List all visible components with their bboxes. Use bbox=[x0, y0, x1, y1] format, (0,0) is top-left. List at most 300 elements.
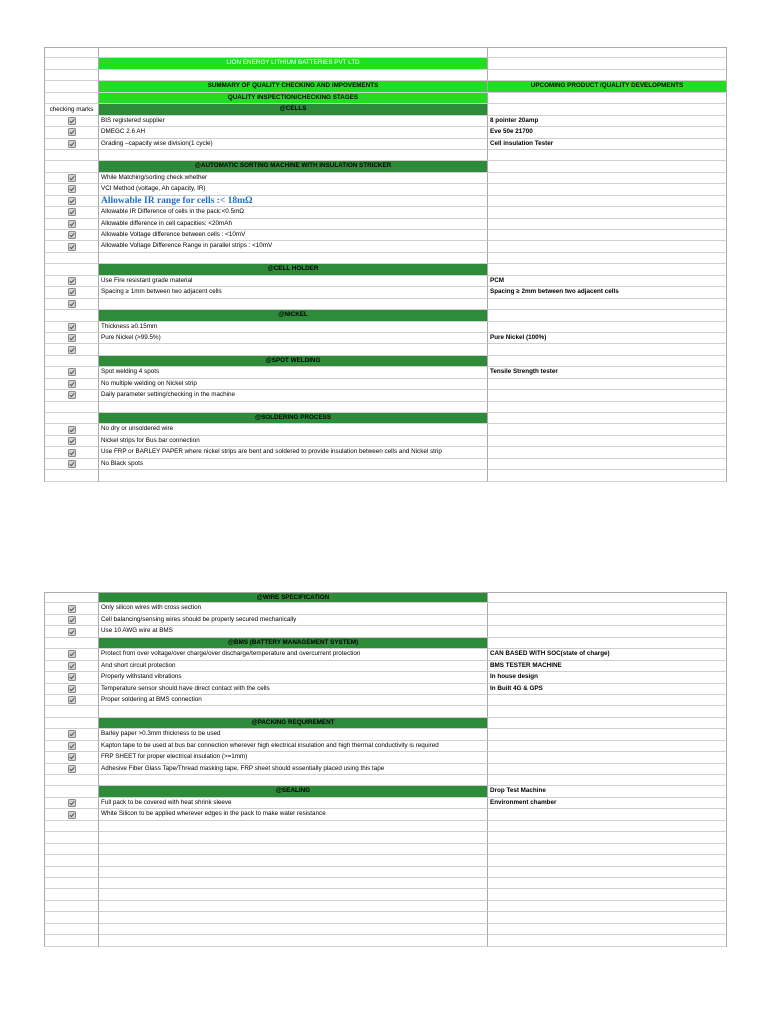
development-text: Spacing ≥ 2mm between two adjacent cells bbox=[490, 288, 619, 296]
sheet-row bbox=[0, 470, 768, 481]
description-cell bbox=[98, 230, 487, 241]
sheet-row bbox=[0, 241, 768, 252]
sheet-row bbox=[0, 786, 768, 797]
checkmark-icon bbox=[68, 323, 76, 331]
development-text: In house design bbox=[490, 673, 538, 681]
development-cell bbox=[487, 844, 727, 855]
development-text: In Built 4G & GPS bbox=[490, 684, 543, 692]
development-cell bbox=[487, 322, 727, 333]
description-cell bbox=[98, 855, 487, 866]
sheet-row bbox=[0, 402, 768, 413]
description-cell bbox=[98, 447, 487, 458]
check-text: @NICKEL bbox=[278, 311, 308, 319]
check-text: Use 10 AWG wire at BMS bbox=[101, 627, 173, 635]
development-cell bbox=[487, 592, 727, 603]
row-margin bbox=[0, 139, 44, 150]
description-cell bbox=[98, 127, 487, 138]
sheet-row bbox=[0, 447, 768, 458]
description-cell bbox=[98, 626, 487, 637]
check-cell[interactable] bbox=[44, 322, 98, 333]
sheet-row bbox=[0, 935, 768, 946]
development-cell bbox=[487, 603, 727, 614]
sheet-row bbox=[0, 626, 768, 637]
sheet-row bbox=[0, 379, 768, 390]
check-cell bbox=[44, 310, 98, 321]
section-heading bbox=[98, 638, 487, 649]
development-cell bbox=[487, 436, 727, 447]
development-cell bbox=[487, 207, 727, 218]
checkmark-icon bbox=[68, 220, 76, 228]
sheet-row bbox=[0, 844, 768, 855]
row-margin bbox=[0, 379, 44, 390]
row-margin bbox=[0, 344, 44, 355]
check-text: @SOLDERING PROCESS bbox=[254, 414, 332, 421]
check-text: @WIRE SPECIFICATION bbox=[256, 594, 330, 601]
development-cell bbox=[487, 786, 727, 797]
development-cell bbox=[487, 139, 727, 150]
checkmark-icon bbox=[68, 140, 76, 148]
check-cell[interactable] bbox=[44, 729, 98, 740]
development-cell bbox=[487, 424, 727, 435]
development-cell bbox=[487, 219, 727, 230]
row-margin bbox=[0, 402, 44, 413]
description-cell bbox=[98, 184, 487, 195]
sheet-row bbox=[0, 695, 768, 706]
row-margin bbox=[0, 161, 44, 172]
check-cell bbox=[44, 889, 98, 900]
row-margin bbox=[0, 219, 44, 230]
sheet-row bbox=[0, 924, 768, 935]
row-margin bbox=[0, 173, 44, 184]
checkmark-icon bbox=[68, 696, 76, 704]
development-cell bbox=[487, 809, 727, 820]
development-cell bbox=[487, 638, 727, 649]
sheet-row bbox=[0, 150, 768, 161]
development-text: Cell insulation Tester bbox=[490, 139, 554, 147]
check-cell[interactable] bbox=[44, 116, 98, 127]
row-margin bbox=[0, 207, 44, 218]
row-margin bbox=[0, 615, 44, 626]
check-cell[interactable] bbox=[44, 299, 98, 310]
check-cell[interactable] bbox=[44, 695, 98, 706]
development-cell bbox=[487, 672, 727, 683]
row-margin bbox=[0, 367, 44, 378]
description-cell bbox=[98, 322, 487, 333]
row-margin bbox=[0, 70, 44, 81]
check-cell[interactable] bbox=[44, 287, 98, 298]
row-margin bbox=[0, 104, 44, 115]
sheet-row bbox=[0, 661, 768, 672]
development-cell bbox=[487, 912, 727, 923]
summary-heading bbox=[98, 81, 487, 92]
check-cell[interactable] bbox=[44, 367, 98, 378]
summary-heading bbox=[98, 93, 487, 104]
check-cell[interactable] bbox=[44, 809, 98, 820]
development-text: Eve 50e 21700 bbox=[490, 128, 533, 136]
development-cell bbox=[487, 230, 727, 241]
description-cell bbox=[98, 661, 487, 672]
description-cell bbox=[98, 695, 487, 706]
development-text: Drop Test Machine bbox=[490, 787, 546, 795]
row-margin bbox=[0, 775, 44, 786]
description-cell bbox=[98, 844, 487, 855]
checkmark-icon bbox=[68, 300, 76, 308]
sheet-row bbox=[0, 276, 768, 287]
check-cell[interactable] bbox=[44, 752, 98, 763]
description-cell bbox=[98, 379, 487, 390]
description-cell bbox=[98, 924, 487, 935]
checkmark-icon bbox=[68, 685, 76, 693]
check-cell bbox=[44, 253, 98, 264]
sheet-row bbox=[0, 878, 768, 889]
check-cell[interactable] bbox=[44, 764, 98, 775]
development-cell bbox=[487, 116, 727, 127]
row-margin bbox=[0, 661, 44, 672]
sheet-row bbox=[0, 93, 768, 104]
check-cell bbox=[44, 786, 98, 797]
sheet-row bbox=[0, 161, 768, 172]
check-text: Adhesive Fiber Glass Tape/Thread masking tape, FRP sheet should essentially placed using this tape bbox=[101, 764, 385, 772]
check-cell bbox=[44, 821, 98, 832]
check-text: @BMS (BATTERY MANAGEMENT SYSTEM) bbox=[227, 638, 359, 646]
sheet-row bbox=[0, 798, 768, 809]
highlight-text: Allowable IR range for cells :< 18mΩ bbox=[101, 195, 253, 206]
checkmark-icon bbox=[68, 288, 76, 296]
checking-marks-label: checking marks bbox=[49, 105, 94, 113]
sheet-row bbox=[0, 70, 768, 81]
check-cell[interactable] bbox=[44, 173, 98, 184]
check-cell[interactable] bbox=[44, 459, 98, 470]
check-cell[interactable] bbox=[44, 626, 98, 637]
row-margin bbox=[0, 684, 44, 695]
development-cell bbox=[487, 706, 727, 717]
check-cell bbox=[44, 402, 98, 413]
row-margin bbox=[0, 116, 44, 127]
development-cell bbox=[487, 470, 727, 481]
row-margin bbox=[0, 786, 44, 797]
check-cell[interactable] bbox=[44, 661, 98, 672]
development-cell bbox=[487, 402, 727, 413]
sheet-row bbox=[0, 775, 768, 786]
description-cell bbox=[98, 219, 487, 230]
check-text: @AUTOMATIC SORTING MACHINE WITH INSULATION STRICKER bbox=[194, 162, 392, 170]
checkmark-icon bbox=[68, 616, 76, 624]
check-cell[interactable] bbox=[44, 207, 98, 218]
check-text: No multiple welding on Nickel strip bbox=[101, 379, 197, 387]
development-cell bbox=[487, 413, 727, 424]
row-margin bbox=[0, 867, 44, 878]
row-margin bbox=[0, 592, 44, 603]
check-cell[interactable] bbox=[44, 127, 98, 138]
sheet-row bbox=[0, 912, 768, 923]
highlight-check bbox=[98, 196, 487, 207]
check-cell[interactable] bbox=[44, 798, 98, 809]
check-text: Protect from over voltage/over charge/over discharge/temperature and overcurrent protection bbox=[101, 650, 361, 658]
sheet-row bbox=[0, 390, 768, 401]
checkmark-icon bbox=[68, 243, 76, 251]
check-text: Allowable Voltage difference between cells : <10mV bbox=[101, 231, 246, 238]
check-text: @SEALING bbox=[275, 787, 311, 795]
description-cell bbox=[98, 459, 487, 470]
row-margin bbox=[0, 649, 44, 660]
description-cell bbox=[98, 798, 487, 809]
check-cell bbox=[44, 775, 98, 786]
description-cell bbox=[98, 241, 487, 252]
check-cell[interactable] bbox=[44, 684, 98, 695]
development-text: PCM bbox=[490, 276, 504, 284]
development-cell bbox=[487, 310, 727, 321]
description-cell bbox=[98, 253, 487, 264]
check-cell[interactable] bbox=[44, 615, 98, 626]
check-cell[interactable] bbox=[44, 276, 98, 287]
row-margin bbox=[0, 809, 44, 820]
row-margin bbox=[0, 184, 44, 195]
check-cell bbox=[44, 924, 98, 935]
checkmark-icon bbox=[68, 673, 76, 681]
row-margin bbox=[0, 333, 44, 344]
description-cell bbox=[98, 344, 487, 355]
check-cell[interactable] bbox=[44, 230, 98, 241]
check-cell[interactable] bbox=[44, 436, 98, 447]
development-cell bbox=[487, 447, 727, 458]
sheet-row bbox=[0, 219, 768, 230]
checkmark-icon bbox=[68, 811, 76, 819]
check-text: Use Fire resistant grade material bbox=[101, 276, 193, 284]
check-cell[interactable] bbox=[44, 649, 98, 660]
development-text: UPCOMING PRODUCT /QUALITY DEVELOPMENTS bbox=[530, 82, 684, 90]
sheet-row bbox=[0, 821, 768, 832]
check-cell[interactable] bbox=[44, 603, 98, 614]
development-text: Pure Nickel (100%) bbox=[490, 333, 547, 341]
checkmark-icon bbox=[68, 231, 76, 239]
checkmark-icon bbox=[68, 197, 76, 205]
development-cell bbox=[487, 150, 727, 161]
sheet-row bbox=[0, 196, 768, 207]
row-margin bbox=[0, 459, 44, 470]
sheet-row bbox=[0, 638, 768, 649]
row-margin bbox=[0, 672, 44, 683]
row-margin bbox=[0, 436, 44, 447]
sheet-row bbox=[0, 207, 768, 218]
description-cell bbox=[98, 390, 487, 401]
description-cell bbox=[98, 821, 487, 832]
description-cell bbox=[98, 333, 487, 344]
sheet-row bbox=[0, 333, 768, 344]
description-cell bbox=[98, 775, 487, 786]
check-cell[interactable] bbox=[44, 184, 98, 195]
development-cell bbox=[487, 241, 727, 252]
row-margin bbox=[0, 901, 44, 912]
sheet-row bbox=[0, 459, 768, 470]
row-margin bbox=[0, 58, 44, 69]
row-margin bbox=[0, 626, 44, 637]
check-cell[interactable] bbox=[44, 139, 98, 150]
check-text: Temperature sensor should have direct contact with the cells bbox=[101, 684, 270, 692]
section-heading bbox=[98, 104, 487, 115]
check-cell bbox=[44, 413, 98, 424]
sheet-row bbox=[0, 184, 768, 195]
check-text: BIS registered supplier bbox=[101, 116, 165, 124]
check-text: Spot welding 4 spots bbox=[101, 368, 160, 376]
checkmark-icon bbox=[68, 628, 76, 636]
description-cell bbox=[98, 649, 487, 660]
row-margin bbox=[0, 196, 44, 207]
check-text: LION ENERGY LITHIUM BATTERIES PVT LTD bbox=[226, 59, 360, 67]
sheet-row bbox=[0, 413, 768, 424]
development-cell bbox=[487, 379, 727, 390]
row-margin bbox=[0, 356, 44, 367]
row-margin bbox=[0, 752, 44, 763]
row-margin bbox=[0, 150, 44, 161]
sheet-row bbox=[0, 809, 768, 820]
checkmark-icon bbox=[68, 426, 76, 434]
check-cell[interactable] bbox=[44, 379, 98, 390]
development-cell bbox=[487, 459, 727, 470]
development-cell bbox=[487, 626, 727, 637]
check-text: Barley paper >0.3mm thickness to be used bbox=[101, 730, 221, 738]
checkmark-icon bbox=[68, 185, 76, 193]
sheet-row bbox=[0, 764, 768, 775]
description-cell bbox=[98, 603, 487, 614]
development-cell bbox=[487, 729, 727, 740]
check-cell[interactable] bbox=[44, 447, 98, 458]
description-cell bbox=[98, 901, 487, 912]
checkmark-icon bbox=[68, 605, 76, 613]
sheet-row bbox=[0, 706, 768, 717]
section-heading bbox=[98, 356, 487, 367]
check-cell[interactable] bbox=[44, 219, 98, 230]
development-cell bbox=[487, 764, 727, 775]
development-text: Tensile Strength tester bbox=[490, 368, 558, 376]
section-heading bbox=[98, 786, 487, 797]
row-margin bbox=[0, 603, 44, 614]
development-cell bbox=[487, 878, 727, 889]
sheet-row bbox=[0, 116, 768, 127]
description-cell bbox=[98, 207, 487, 218]
description-cell bbox=[98, 299, 487, 310]
check-text: Allowable Voltage Difference Range in parallel strips : <10mV bbox=[101, 242, 273, 250]
row-margin bbox=[0, 878, 44, 889]
row-margin bbox=[0, 798, 44, 809]
developments-heading bbox=[487, 81, 727, 92]
check-cell[interactable] bbox=[44, 333, 98, 344]
row-margin bbox=[0, 470, 44, 481]
check-cell bbox=[44, 161, 98, 172]
check-text: VCI Method (voltage, Ah capacity, IR) bbox=[101, 185, 206, 193]
sheet-row bbox=[0, 424, 768, 435]
row-margin bbox=[0, 447, 44, 458]
sheet-row bbox=[0, 264, 768, 275]
description-cell bbox=[98, 889, 487, 900]
description-cell bbox=[98, 764, 487, 775]
sheet-row bbox=[0, 752, 768, 763]
check-cell[interactable] bbox=[44, 390, 98, 401]
description-cell bbox=[98, 615, 487, 626]
development-cell bbox=[487, 924, 727, 935]
checkmark-icon bbox=[68, 460, 76, 468]
description-cell bbox=[98, 173, 487, 184]
check-cell[interactable] bbox=[44, 424, 98, 435]
check-cell bbox=[44, 706, 98, 717]
row-margin bbox=[0, 390, 44, 401]
sheet-row bbox=[0, 47, 768, 58]
description-cell bbox=[98, 436, 487, 447]
row-margin bbox=[0, 821, 44, 832]
development-text: 8 pointer 20amp bbox=[490, 116, 539, 124]
check-cell[interactable] bbox=[44, 241, 98, 252]
development-cell bbox=[487, 70, 727, 81]
check-text: Full pack to be covered with heat shrink sleeve bbox=[101, 798, 232, 806]
development-cell bbox=[487, 798, 727, 809]
check-cell bbox=[44, 844, 98, 855]
description-cell bbox=[98, 116, 487, 127]
row-margin bbox=[0, 844, 44, 855]
development-cell bbox=[487, 356, 727, 367]
development-cell bbox=[487, 832, 727, 843]
sheet-row bbox=[0, 310, 768, 321]
checkmark-icon bbox=[68, 208, 76, 216]
row-margin bbox=[0, 264, 44, 275]
description-cell bbox=[98, 832, 487, 843]
check-cell bbox=[44, 718, 98, 729]
development-cell bbox=[487, 58, 727, 69]
development-cell bbox=[487, 889, 727, 900]
development-cell bbox=[487, 661, 727, 672]
description-cell bbox=[98, 684, 487, 695]
sheet-row bbox=[0, 832, 768, 843]
check-text: @PACKING REQUIREMENT bbox=[251, 718, 335, 726]
description-cell bbox=[98, 672, 487, 683]
check-cell bbox=[44, 867, 98, 878]
check-text: No Black spots bbox=[101, 459, 143, 467]
check-cell bbox=[44, 81, 98, 92]
check-text: Grading –capacity wise division(1 cycle) bbox=[101, 139, 213, 147]
sheet-row bbox=[0, 173, 768, 184]
check-cell bbox=[44, 356, 98, 367]
row-margin bbox=[0, 832, 44, 843]
development-cell bbox=[487, 299, 727, 310]
checkmark-icon bbox=[68, 742, 76, 750]
description-cell bbox=[98, 867, 487, 878]
check-cell[interactable] bbox=[44, 741, 98, 752]
check-cell[interactable] bbox=[44, 672, 98, 683]
sheet-row bbox=[0, 436, 768, 447]
check-cell bbox=[44, 264, 98, 275]
description-cell bbox=[98, 424, 487, 435]
description-cell bbox=[98, 287, 487, 298]
description-cell bbox=[98, 752, 487, 763]
sheet-row bbox=[0, 867, 768, 878]
section-heading bbox=[98, 161, 487, 172]
check-cell[interactable] bbox=[44, 196, 98, 207]
row-margin bbox=[0, 413, 44, 424]
sheet-row bbox=[0, 615, 768, 626]
checkmark-icon bbox=[68, 662, 76, 670]
sheet-row bbox=[0, 889, 768, 900]
description-cell bbox=[98, 150, 487, 161]
checkmark-icon bbox=[68, 391, 76, 399]
checkmark-icon bbox=[68, 650, 76, 658]
check-cell[interactable] bbox=[44, 344, 98, 355]
development-cell bbox=[487, 333, 727, 344]
row-margin bbox=[0, 924, 44, 935]
check-cell bbox=[44, 935, 98, 946]
description-cell bbox=[98, 139, 487, 150]
description-cell bbox=[98, 741, 487, 752]
check-cell bbox=[44, 855, 98, 866]
sheet-row bbox=[0, 127, 768, 138]
check-text: Spacing ≥ 1mm between two adjacent cells bbox=[101, 288, 222, 296]
